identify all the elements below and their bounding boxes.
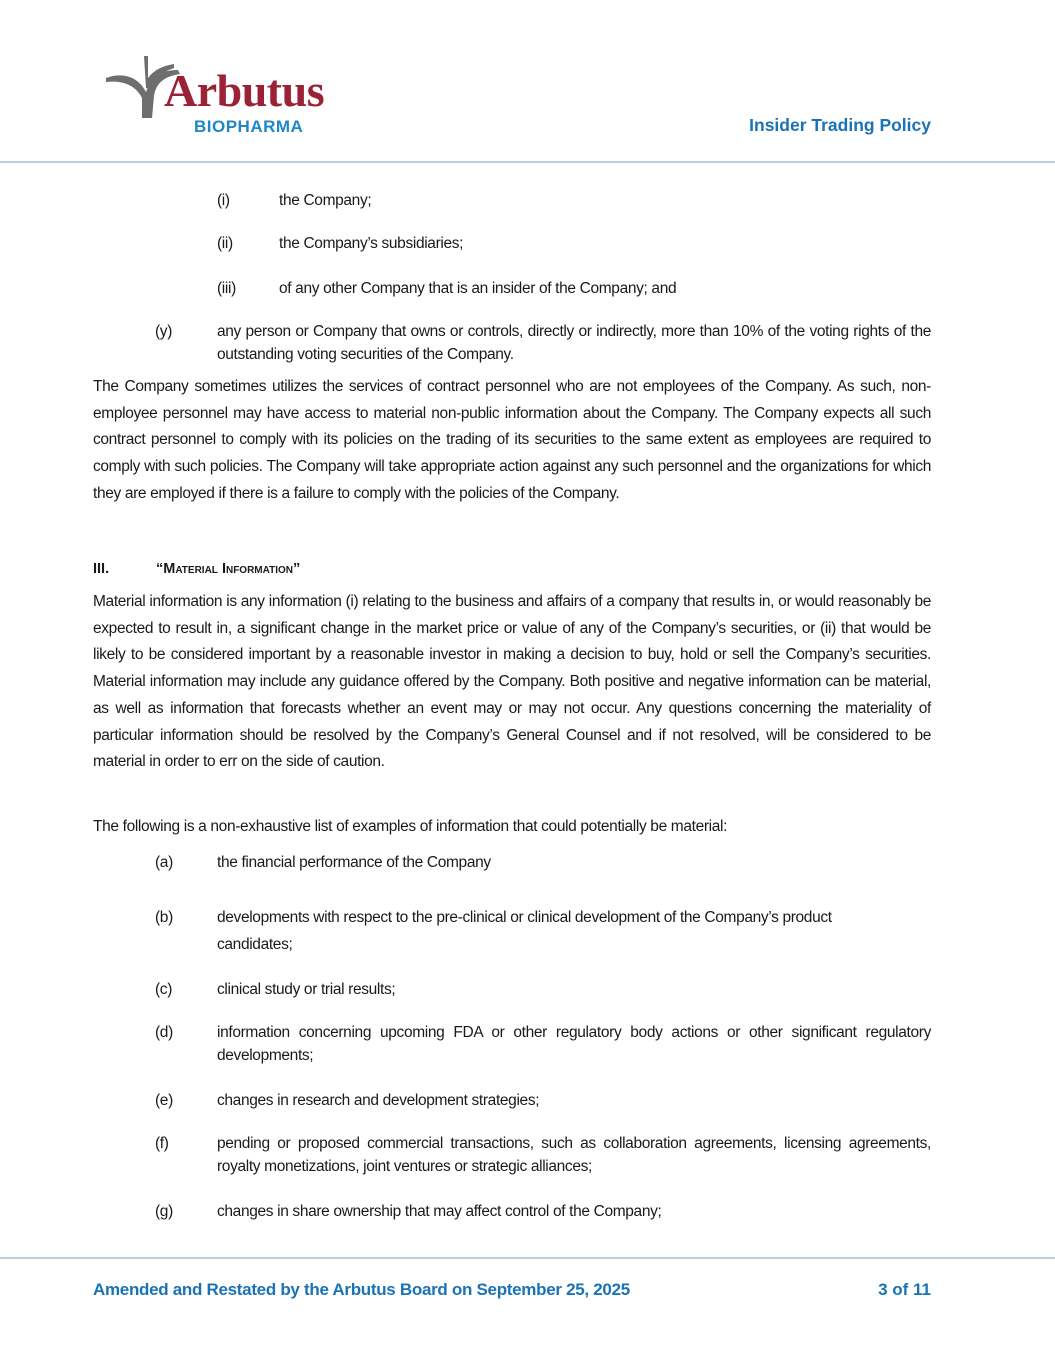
header-divider bbox=[0, 161, 1055, 163]
list-text: of any other Company that is an insider of the Company; and bbox=[279, 280, 677, 297]
company-logo bbox=[104, 50, 356, 136]
page-number: 3 of 11 bbox=[878, 1280, 931, 1299]
list-text: pending or proposed commercial transactions, such as collaboration agreements, licensing agreements, royalty monetizations, joint ventures or strategic alliances; bbox=[217, 1135, 931, 1175]
footer-divider bbox=[0, 1257, 1055, 1259]
list-text: information concerning upcoming FDA or other regulatory body actions or other significant regulatory developments; bbox=[217, 1024, 931, 1064]
list-item bbox=[155, 320, 931, 366]
list-marker: (ii) bbox=[217, 235, 233, 252]
list-marker: (i) bbox=[217, 192, 230, 209]
list-marker: (y) bbox=[155, 323, 173, 340]
list-marker: (g) bbox=[155, 1203, 173, 1220]
list-text: the financial performance of the Company bbox=[217, 854, 491, 871]
logo-wordmark: Arbutus bbox=[164, 65, 325, 116]
list-marker: (b) bbox=[155, 909, 173, 926]
section-title: “Material Information” bbox=[156, 561, 301, 577]
logo-subtitle: BIOPHARMA bbox=[194, 117, 304, 136]
examples-intro: The following is a non-exhaustive list of examples of information that could potentially be material: bbox=[93, 818, 728, 835]
contract-personnel-paragraph: The Company sometimes utilizes the services of contract personnel who are not employees of the Company. As such, non-employee personnel may have access to material non-public information about the Company. The Company expects all such contract personnel to comply with its policies on the trading of its securities to the same extent as employees are required to comply with such policies. The Company will take appropriate action against any such personnel and the organizations for which they are employed if there is a failure to comply with the policies of the Company. bbox=[93, 378, 931, 502]
list-marker: (a) bbox=[155, 854, 173, 871]
list-marker: (iii) bbox=[217, 280, 236, 297]
list-text: the Company; bbox=[279, 192, 372, 209]
list-text: any person or Company that owns or controls, directly or indirectly, more than 10% of the voting rights of the outstanding voting securities of the Company. bbox=[217, 323, 931, 363]
section-number: III. bbox=[93, 561, 110, 577]
list-item bbox=[217, 189, 931, 212]
footer-amendment-note: Amended and Restated by the Arbutus Board on September 25, 2025 bbox=[93, 1280, 630, 1299]
list-text: developments with respect to the pre-clinical or clinical development of the Company’s product candidates; bbox=[217, 909, 832, 953]
list-marker: (f) bbox=[155, 1135, 169, 1152]
list-marker: (c) bbox=[155, 981, 173, 998]
list-marker: (d) bbox=[155, 1024, 173, 1041]
material-information-paragraph: Material information is any information (i) relating to the business and affairs of a company that results in, or would reasonably be expected to result in, a significant change in the market price or value of any of the Company’s securities, or (ii) that would be likely to be considered important by a reasonable investor in making a decision to buy, hold or sell the Company’s securities. Material information may include any guidance offered by the Company. Both positive and negative information can be material, as well as information that forecasts whether an event may or may not occur. Any questions concerning the materiality of particular information should be resolved by the Company’s General Counsel and if not resolved, will be considered to be material in order to err on the side of caution. bbox=[93, 593, 931, 771]
list-text: changes in share ownership that may affect control of the Company; bbox=[217, 1203, 662, 1220]
section-heading bbox=[93, 559, 301, 579]
list-text: changes in research and development strategies; bbox=[217, 1092, 540, 1109]
list-item bbox=[217, 232, 931, 255]
list-item bbox=[217, 277, 931, 300]
list-text: the Company’s subsidiaries; bbox=[279, 235, 464, 252]
document-title: Insider Trading Policy bbox=[749, 115, 931, 135]
list-marker: (e) bbox=[155, 1092, 173, 1109]
list-text: clinical study or trial results; bbox=[217, 981, 396, 998]
